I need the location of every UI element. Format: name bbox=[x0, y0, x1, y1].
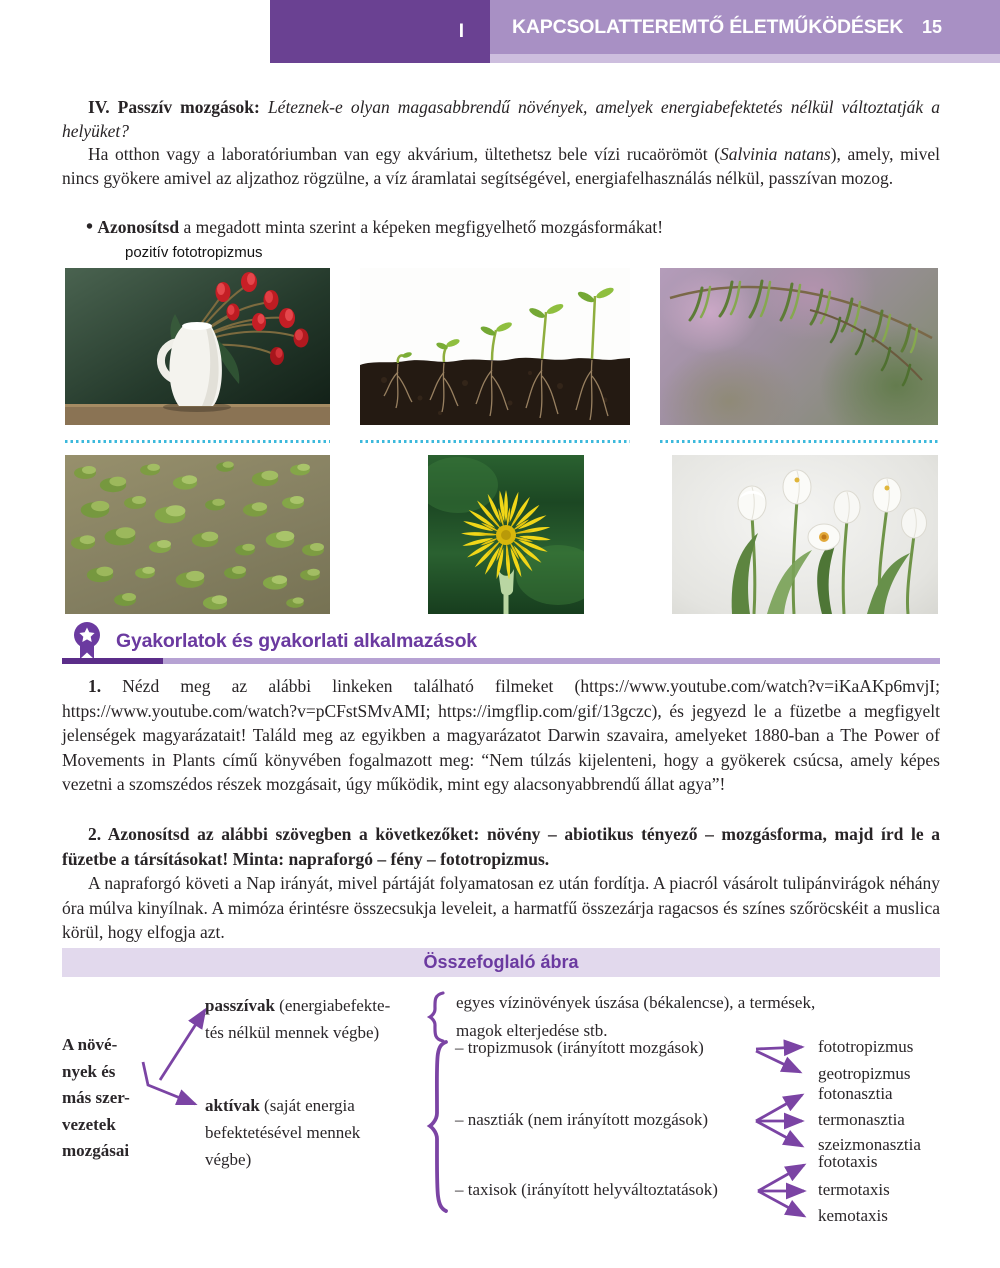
exercise-2-body: A napraforgó követi a Nap irányát, mivel pártáját folyamatosan ez után fordítja. A piacról vásárolt tulipánvirágok néhány óra múlva kinyílnak. A mimóza érintésre összecsukja leveleit, a harmatfű összezárja ragacsos és színes szőröcskéit a muslica körül, hogy elfogja azt. bbox=[62, 873, 940, 942]
mimosa-illustration bbox=[660, 268, 938, 425]
answer-dotted-line bbox=[65, 440, 330, 443]
intro-paragraph-pre: Ha otthon vagy a laboratóriumban van egy akvárium, ültethetsz bele vízi rucaörömöt ( bbox=[88, 144, 721, 164]
diagram-leaf-kemotaxis: kemotaxis bbox=[818, 1206, 888, 1225]
task-rest: a megadott minta szerint a képeken megfigyelhető mozgásformákat! bbox=[179, 217, 664, 237]
header-underline bbox=[490, 54, 1000, 63]
diagram-passive-node: passzívak (energiabefekte- tés nélkül mennek végbe) bbox=[205, 996, 391, 1042]
task-bullet-paragraph bbox=[62, 216, 940, 240]
photo-tulips-in-jug bbox=[65, 268, 330, 425]
practice-heading: Gyakorlatok és gyakorlati alkalmazások bbox=[116, 630, 477, 652]
diagram-leaf-fototaxis: fototaxis bbox=[818, 1152, 878, 1171]
curly-brace-large-icon bbox=[430, 1042, 446, 1211]
arrow-taxis-3 bbox=[758, 1191, 804, 1216]
diagram-leaf-szeizmonasztia: szeizmonasztia bbox=[818, 1135, 921, 1154]
summary-diagram bbox=[0, 980, 1000, 1268]
diagram-active-node: aktívak (saját energia befektetésével mennek végbe) bbox=[205, 1096, 361, 1169]
photo-mimosa-branch bbox=[660, 268, 938, 425]
white-tulips-illustration bbox=[672, 455, 938, 614]
bullet-icon: • bbox=[86, 216, 94, 238]
species-name: Salvinia natans bbox=[720, 144, 831, 164]
diagram-leaf-geotropizmus: geotropizmus bbox=[818, 1064, 911, 1083]
arrow-to-passive bbox=[160, 1010, 205, 1080]
intro-paragraph bbox=[62, 143, 940, 190]
separator-light-segment bbox=[163, 658, 940, 664]
exercise-2-instruction bbox=[62, 822, 940, 871]
header-title: KAPCSOLATTEREMTŐ ÉLETMŰKÖDÉSEK bbox=[512, 15, 904, 38]
intro-lead-bold: IV. Passzív mozgások: bbox=[88, 97, 260, 117]
seedlings-illustration bbox=[360, 268, 630, 425]
arrow-nastic-1 bbox=[756, 1095, 802, 1121]
arrow-taxis-1 bbox=[758, 1165, 804, 1191]
arrow-tropism-1 bbox=[756, 1047, 802, 1049]
exercise-1-number: 1. bbox=[88, 676, 102, 696]
photo-seedlings bbox=[360, 268, 630, 425]
dandelion-illustration bbox=[428, 455, 584, 614]
intro-lead-paragraph bbox=[62, 96, 940, 143]
answer-dotted-line bbox=[660, 440, 938, 443]
diagram-leaf-termotaxis: termotaxis bbox=[818, 1180, 890, 1199]
chapter-tab bbox=[270, 0, 490, 63]
diagram-root-label: A növé- nyek és más szer- vezetek mozgásai bbox=[62, 1035, 130, 1160]
photo-floating-water-plants bbox=[65, 455, 330, 614]
exercise-2-bold: 2. Azonosítsd az alábbi szövegben a következőket: növény – abiotikus tényező – mozgásforma, majd írd le a füzetbe a társításokat! Minta: napraforgó – fény – fototropizmus. bbox=[62, 824, 940, 869]
arrow-tropism-2 bbox=[756, 1051, 800, 1072]
diagram-branch-taxis: – taxisok (irányított helyváltoztatások) bbox=[455, 1180, 718, 1199]
answer-dotted-line bbox=[360, 440, 630, 443]
water-plants-illustration bbox=[65, 455, 330, 614]
photo-dandelion bbox=[428, 455, 584, 614]
diagram-passive-examples: egyes vízinövények úszása (békalencse), a termések, magok elterjedése stb. bbox=[456, 993, 816, 1040]
tulips-jug-illustration bbox=[65, 268, 330, 425]
intro-lead-question: Léteznek-e olyan magasabbrendű növények, amelyek energiabefektetés nélkül változtatják a helyüket? bbox=[62, 97, 941, 141]
diagram-branch-tropisms: – tropizmusok (irányított mozgások) bbox=[455, 1038, 704, 1057]
summary-banner-title: Összefoglaló ábra bbox=[423, 952, 579, 972]
plant-clumps bbox=[71, 461, 324, 609]
intro-paragraph-post: ), amely, mivel nincs gyökere amivel az aljzathoz rögzülne, a víz áramlatai segítségével, energiafelhasználás nélkül, passzívan mozog. bbox=[62, 144, 940, 188]
page-number: 15 bbox=[921, 16, 942, 37]
example-answer-label: pozitív fototropizmus bbox=[125, 244, 263, 261]
exercise-1 bbox=[62, 674, 940, 797]
exercise-1-text: Nézd meg az alábbi linkeken található filmeket (https://www.youtube.com/watch?v=iKaAKp6mvjI; https://www.youtube.com/watch?v=pCFstSMvAMI; https://imgflip.com/gif/13gczc), és jegyezd le a füzetbe a megfigyelt jelenségek magyarázatait! Találd meg az egyikben a magyarázatot Darwin szavaira, amelyeket 1880-ban a The Power of Movements in Plants című könyvében fogalmazott meg: “Nem túlzás kijelenteni, hogy a gyökerek csúcsa, amely képes vezetni a szomszédos részek mozgásait, úgy működik, mint egy alacsonyabbrendű állat agya”! bbox=[62, 676, 940, 794]
diagram-leaf-fotonasztia: fotonasztia bbox=[818, 1084, 893, 1103]
arrow-nastic-3 bbox=[756, 1121, 802, 1146]
separator-dark-segment bbox=[62, 658, 163, 664]
diagram-leaf-termonasztia: termonasztia bbox=[818, 1110, 905, 1129]
curly-brace-small-icon bbox=[430, 993, 443, 1041]
tulip-heads bbox=[738, 470, 927, 550]
diagram-leaf-fototropizmus: fototropizmus bbox=[818, 1037, 914, 1056]
task-bold: Azonosítsd bbox=[97, 217, 180, 237]
diagram-branch-nastic: – nasztiák (nem irányított mozgások) bbox=[455, 1110, 709, 1129]
chapter-roman-numeral: I bbox=[458, 20, 464, 42]
summary-banner bbox=[62, 948, 940, 977]
photo-white-tulips bbox=[672, 455, 938, 614]
